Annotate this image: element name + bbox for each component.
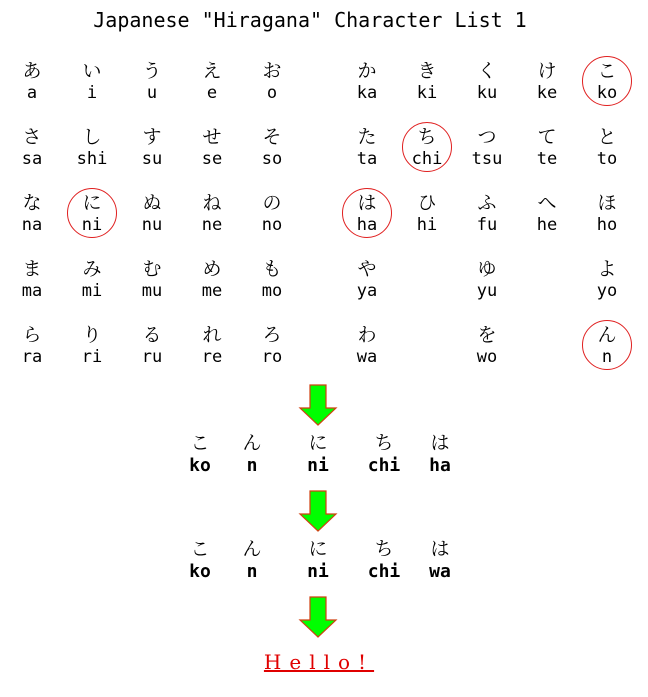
romaji-label: to [596,149,618,169]
kana-cell [122,258,182,302]
romaji-label: he [536,215,558,235]
kana-cell [62,258,122,302]
kana-char: や [357,258,377,280]
kana-cell [337,324,397,368]
romaji-label: ma [21,281,43,301]
romaji-label: ni [81,215,103,235]
romaji-label: so [261,149,283,169]
kana-cell [2,126,62,170]
kana-char: ひ [417,192,437,214]
kana-cell [337,258,397,302]
kana-char: た [357,126,377,148]
romaji-label: i [86,83,98,103]
kana-cell [2,324,62,368]
kana-cell [242,60,302,104]
romaji-label: ka [356,83,378,103]
result-text: Hello! [263,650,375,674]
romaji-label: ru [141,347,163,367]
romaji-label: ta [356,149,378,169]
kana-cell [517,60,577,104]
romaji-label: ne [201,215,223,235]
word-kana: に [308,538,328,560]
kana-char: そ [262,126,282,148]
kana-cell [122,324,182,368]
romaji-label: mi [81,281,103,301]
romaji-label: hi [416,215,438,235]
word-syllable [410,538,470,584]
kana-cell [457,258,517,302]
romaji-label: no [261,215,283,235]
kana-char: る [142,324,162,346]
kana-char: ね [202,192,222,214]
kana-cell [517,126,577,170]
kana-char: ま [22,258,42,280]
romaji-label: yu [476,281,498,301]
kana-cell [2,258,62,302]
romaji-label: wa [356,347,378,367]
kana-cell [397,60,457,104]
kana-char: お [262,60,282,82]
romaji-label: se [201,149,223,169]
kana-cell [457,60,517,104]
kana-char: と [597,126,617,148]
kana-char: て [537,126,557,148]
word-kana: は [430,432,450,454]
word-kana: ち [374,538,394,560]
kana-cell [182,258,242,302]
kana-cell [457,192,517,236]
kana-char: む [142,258,162,280]
romaji-label: fu [476,215,498,235]
word-romaji: ni [307,561,329,582]
romaji-label: re [201,347,223,367]
kana-cell [577,258,637,302]
kana-char: へ [537,192,557,214]
word-syllable [288,432,348,478]
kana-char: ん [597,324,617,346]
kana-char: ら [22,324,42,346]
page-title: Japanese "Hiragana" Character List 1 [93,8,527,32]
kana-char: つ [477,126,497,148]
romaji-label: su [141,149,163,169]
kana-char: ゆ [477,258,497,280]
romaji-label: chi [411,149,443,169]
word-romaji: ni [307,455,329,476]
kana-cell [122,126,182,170]
kana-char: う [142,60,162,82]
kana-cell [2,60,62,104]
kana-char: ほ [597,192,617,214]
romaji-label: ha [356,215,378,235]
kana-cell [62,60,122,104]
kana-cell [577,126,637,170]
down-arrow-icon [298,384,338,426]
kana-char: せ [202,126,222,148]
word-romaji: wa [429,561,451,582]
kana-char: な [22,192,42,214]
word-romaji: n [246,455,258,476]
kana-cell [62,324,122,368]
romaji-label: ho [596,215,618,235]
highlight-circle [67,188,117,238]
romaji-label: te [536,149,558,169]
romaji-label: e [206,83,218,103]
kana-char: ろ [262,324,282,346]
highlight-circle [342,188,392,238]
kana-cell [2,192,62,236]
kana-char: す [142,126,162,148]
word-kana: こ [190,432,210,454]
romaji-label: ri [81,347,103,367]
romaji-label: nu [141,215,163,235]
kana-cell [182,324,242,368]
kana-char: み [82,258,102,280]
romaji-label: ku [476,83,498,103]
kana-char: の [262,192,282,214]
kana-cell [242,324,302,368]
word-romaji: chi [367,561,401,582]
romaji-label: ya [356,281,378,301]
kana-cell [122,192,182,236]
kana-cell [242,192,302,236]
kana-char: も [262,258,282,280]
kana-cell [182,60,242,104]
romaji-label: ke [536,83,558,103]
kana-char: き [417,60,437,82]
romaji-label: a [26,83,38,103]
kana-cell [337,60,397,104]
kana-cell [397,192,457,236]
kana-char: り [82,324,102,346]
word-kana: こ [190,538,210,560]
word-syllable [170,432,230,478]
romaji-label: mu [141,281,163,301]
kana-char: れ [202,324,222,346]
kana-char: ぬ [142,192,162,214]
kana-cell [577,192,637,236]
highlight-circle [582,320,632,370]
down-arrow-icon [298,596,338,638]
kana-char: あ [22,60,42,82]
word-syllable [410,432,470,478]
kana-cell [242,126,302,170]
kana-cell [242,258,302,302]
kana-char: ふ [477,192,497,214]
word-romaji: ko [189,561,211,582]
kana-cell [457,126,517,170]
highlight-circle [582,56,632,106]
kana-char: か [357,60,377,82]
romaji-label: na [21,215,43,235]
romaji-label: u [146,83,158,103]
word-syllable [222,538,282,584]
word-romaji: n [246,561,258,582]
word-syllable [222,432,282,478]
highlight-circle [402,122,452,172]
romaji-label: n [601,347,613,367]
romaji-label: wo [476,347,498,367]
kana-char: わ [357,324,377,346]
kana-cell [457,324,517,368]
kana-cell [122,60,182,104]
kana-cell [182,192,242,236]
word-syllable [170,538,230,584]
word-syllable [288,538,348,584]
kana-cell [62,126,122,170]
word-syllable [354,432,414,478]
kana-char: さ [22,126,42,148]
romaji-label: yo [596,281,618,301]
romaji-label: sa [21,149,43,169]
kana-cell [337,126,397,170]
kana-char: ち [417,126,437,148]
kana-char: は [357,192,377,214]
kana-char: こ [597,60,617,82]
romaji-label: ro [261,347,283,367]
kana-char: え [202,60,222,82]
kana-char: し [82,126,102,148]
romaji-label: o [266,83,278,103]
romaji-label: tsu [471,149,503,169]
kana-char: を [477,324,497,346]
kana-char: に [82,192,102,214]
word-kana: ち [374,432,394,454]
romaji-label: ko [596,83,618,103]
kana-char: め [202,258,222,280]
romaji-label: ki [416,83,438,103]
romaji-label: shi [76,149,108,169]
word-romaji: chi [367,455,401,476]
word-kana: ん [242,538,262,560]
word-kana: ん [242,432,262,454]
romaji-label: mo [261,281,283,301]
down-arrow-icon [298,490,338,532]
word-kana: は [430,538,450,560]
kana-char: け [537,60,557,82]
word-syllable [354,538,414,584]
word-romaji: ha [429,455,451,476]
romaji-label: me [201,281,223,301]
word-kana: に [308,432,328,454]
kana-char: い [82,60,102,82]
kana-cell [182,126,242,170]
word-romaji: ko [189,455,211,476]
kana-char: く [477,60,497,82]
kana-cell [517,192,577,236]
kana-char: よ [597,258,617,280]
romaji-label: ra [21,347,43,367]
